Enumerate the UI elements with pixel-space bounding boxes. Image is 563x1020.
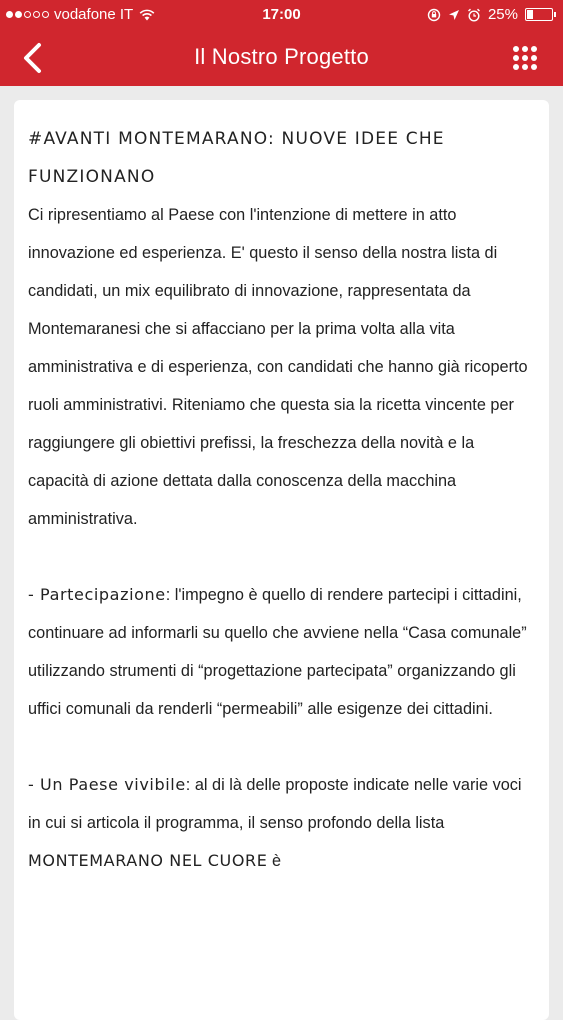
battery-percent: 25% <box>487 6 518 23</box>
menu-grid-button[interactable] <box>512 45 538 71</box>
status-bar <box>0 0 563 30</box>
content-card <box>14 100 549 1020</box>
status-time: 17:00 <box>262 6 301 23</box>
intro-paragraph: Ci ripresentiamo al Paese con l'intenzione di mettere in atto innovazione ed esperienza. E' questo il senso della nostra lista di candidati, un mix equilibrato di innovazione, rappresentata da Montemaranesi che si affacciano per la prima volta alla vita amministrativa e di esperienza, con candidati che hanno già ricoperto ruoli amministrativi. Riteniamo che questa sia la ricetta vincente per raggiungere gli obiettivi prefissi, la freschezza della novità e la capacità di azione dettata dalla conoscenza della macchina amministrativa. <box>28 206 528 528</box>
spacer <box>28 538 535 576</box>
section-heading: - Partecipazione <box>28 585 166 604</box>
carrier-name: vodafone IT <box>54 6 134 23</box>
screen-lock-icon <box>427 8 441 22</box>
section-heading: - Un Paese vivibile <box>28 775 186 794</box>
section-text-tail: è <box>267 852 282 870</box>
battery-level <box>527 10 533 19</box>
location-arrow-icon <box>448 9 460 21</box>
status-right <box>427 6 553 23</box>
content-title: #AVANTI MONTEMARANO: NUOVE IDEE CHE FUNZIONANO <box>28 129 445 187</box>
section-partecipazione <box>28 576 535 728</box>
page-title: Il Nostro Progetto <box>194 44 369 69</box>
battery-icon <box>525 8 553 21</box>
section-paese-vivibile <box>28 766 535 880</box>
alarm-icon <box>467 8 481 22</box>
list-name: MONTEMARANO NEL CUORE <box>28 851 268 870</box>
section-text: : al di là delle proposte indicate nelle varie voci in cui si articola il programma, il senso profondo della lista <box>28 776 522 832</box>
grid-icon <box>512 45 538 71</box>
spacer <box>28 728 535 766</box>
navigation-bar <box>0 30 563 86</box>
section-text: : l'impegno è quello di rendere partecipi i cittadini, continuare ad informarli su quello che avviene nella “Casa comunale” utilizzando strumenti di “progettazione partecipata” organizzando gli uffici comunali da renderli “permeabili” alle esigenze dei cittadini. <box>28 586 527 718</box>
battery-tip <box>554 12 556 17</box>
